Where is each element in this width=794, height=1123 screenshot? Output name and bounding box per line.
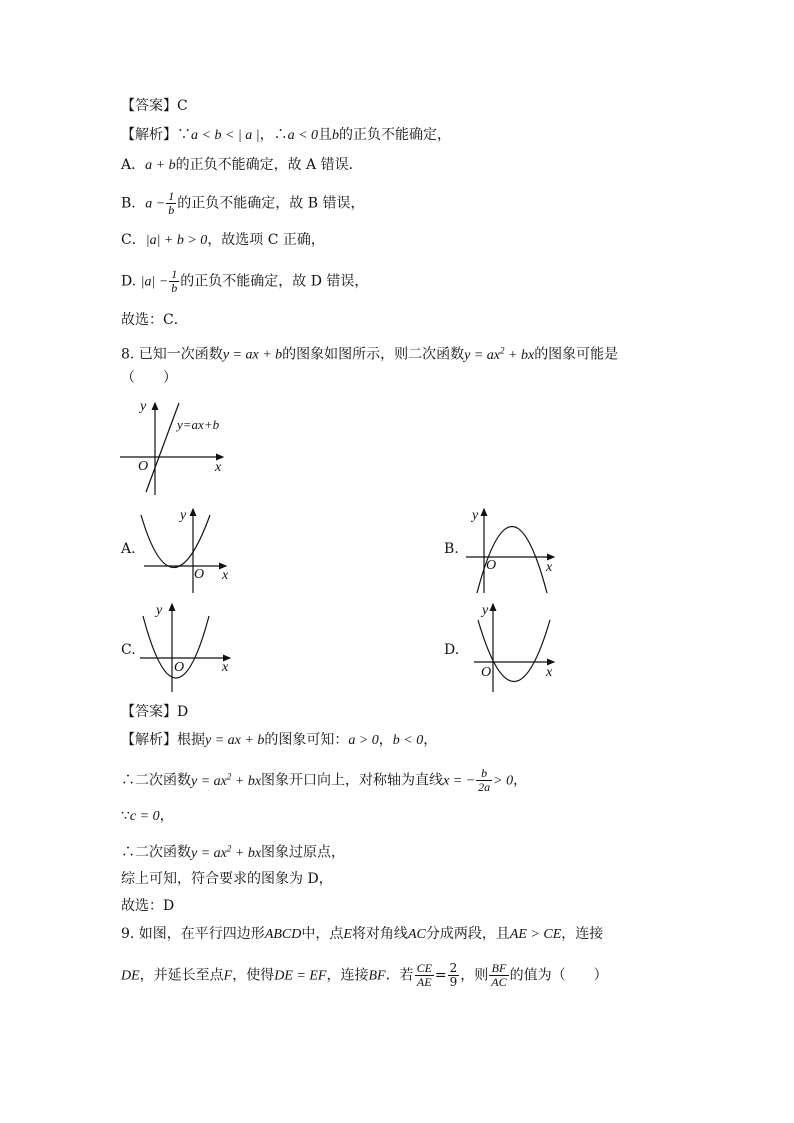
- option-expr: |a| −: [140, 274, 169, 290]
- fraction-numerator: 2: [449, 961, 458, 975]
- fraction-numerator: CE: [416, 961, 432, 975]
- q9-stem-2: [121, 962, 608, 989]
- text: ，: [378, 732, 393, 748]
- fraction-numerator: b: [476, 767, 492, 781]
- segment-bf: BF: [368, 968, 386, 984]
- q8-analysis-2: [121, 766, 527, 794]
- linear-function: y = ax + b: [205, 733, 265, 748]
- text: ，使得: [232, 967, 275, 984]
- text: 的图象可知：: [264, 732, 349, 748]
- text: 根据: [177, 732, 205, 748]
- text: ，连接: [561, 926, 604, 942]
- option-expr: a −: [145, 196, 166, 212]
- segment-ac: AC: [407, 927, 426, 942]
- q7-option-a: [121, 155, 363, 176]
- quad-base: y = ax: [191, 773, 227, 789]
- quad-exponent: 2: [226, 771, 232, 781]
- fraction-numerator: BF: [489, 962, 508, 976]
- q8-stem: [121, 340, 618, 366]
- text: 中，点: [301, 926, 344, 942]
- x-axis-label: x: [546, 665, 553, 680]
- stem-tail: 的图象可能是: [534, 346, 619, 363]
- fraction: [415, 962, 434, 989]
- c-expr: c = 0: [129, 809, 160, 824]
- quad-rest: + bx: [234, 773, 262, 789]
- quadratic-function: [191, 771, 262, 789]
- q8-answer-line: [121, 702, 188, 722]
- analysis-tag: 【解析】: [121, 127, 177, 143]
- equality: DE = EF: [274, 968, 327, 984]
- option-a-label: A.: [121, 541, 136, 557]
- text: ，: [423, 732, 438, 748]
- option-text: 的正负不能确定，故 B 错误，: [177, 195, 365, 212]
- y-axis-label: y: [180, 508, 187, 523]
- answer-value: D: [177, 704, 189, 720]
- option-d-graph: [470, 600, 570, 695]
- because-symbol: ∵: [177, 127, 191, 143]
- equals-sign: =: [434, 967, 447, 984]
- q9-stem-1: [121, 924, 603, 945]
- fraction: [166, 190, 176, 217]
- because-symbol: ∵: [121, 808, 130, 824]
- linear-graph-line: [146, 403, 179, 492]
- and-text: 且: [318, 127, 333, 143]
- fraction-numerator: 1: [168, 189, 175, 203]
- quad-base: y = ax: [464, 347, 501, 363]
- option-label: C．: [121, 232, 146, 248]
- axis-expr: x = −: [443, 773, 476, 789]
- x-axis-label: x: [222, 568, 229, 583]
- quadratic-function: [464, 345, 535, 363]
- q8-analysis-5: 综上可知，符合要求的图象为 D，: [121, 871, 333, 887]
- condition-b: b < 0: [392, 733, 424, 748]
- inequality: > 0: [493, 773, 514, 789]
- q8-conclusion: 故选：D: [121, 898, 175, 914]
- fraction-denominator: AE: [416, 975, 432, 989]
- origin-label: O: [194, 567, 205, 582]
- q7-option-d: [121, 268, 368, 295]
- stem-prefix: 8. 已知一次函数: [121, 346, 223, 363]
- therefore-symbol: ，∴: [259, 127, 288, 143]
- fraction: [169, 268, 179, 295]
- x-axis-label: x: [546, 560, 553, 575]
- text: 的值为（ ）: [509, 967, 608, 984]
- text: ∴二次函数: [121, 772, 191, 789]
- quad-rest: + bx: [234, 845, 262, 861]
- point-f: F: [223, 968, 233, 984]
- answer-tag: 【答案】: [121, 98, 177, 114]
- parabola: [141, 515, 210, 568]
- option-d-label: D.: [444, 642, 460, 658]
- stem-mid: 的图象如图所示，则二次函数: [282, 346, 465, 363]
- origin-label: O: [486, 558, 497, 573]
- condition-a: a > 0: [348, 733, 379, 748]
- text: ，连接: [326, 967, 369, 984]
- condition-expr-2: a < 0: [287, 128, 319, 143]
- q8-analysis-4: [121, 838, 345, 864]
- var-b: b: [332, 128, 340, 143]
- q7-conclusion: 故选：C．: [121, 312, 188, 328]
- analysis-tag: 【解析】: [121, 732, 177, 748]
- option-c-label: C.: [121, 642, 136, 658]
- q8-analysis-1: [121, 730, 437, 751]
- fraction: [476, 767, 492, 794]
- origin-label: O: [481, 665, 492, 680]
- option-text: 的正负不能确定，故 D 错误，: [180, 273, 369, 290]
- text: 9. 如图，在平行四边形: [121, 926, 265, 942]
- option-label: A．: [121, 157, 146, 173]
- line-label: y=ax+b: [177, 417, 220, 432]
- point-e: E: [343, 927, 352, 942]
- option-a-graph: [138, 505, 238, 595]
- q7-option-c: [121, 230, 325, 251]
- linear-function: y = ax + b: [222, 347, 283, 363]
- quad-rest: + bx: [508, 347, 535, 363]
- text: ，: [513, 772, 528, 789]
- origin-label: O: [138, 459, 149, 474]
- quad-base: y = ax: [191, 845, 227, 861]
- text: ，并延长至点: [139, 967, 224, 984]
- text: ，: [159, 808, 174, 824]
- q7-analysis-line: [121, 125, 451, 146]
- q8-blank: （ ）: [121, 370, 177, 386]
- q8-linear-figure: [115, 395, 235, 495]
- y-axis-label: y: [140, 399, 147, 414]
- parallelogram-name: ABCD: [264, 927, 302, 942]
- fraction-denominator: AC: [491, 975, 507, 989]
- option-text: ，故选项 C 正确，: [207, 232, 325, 248]
- condition: AE > CE: [509, 927, 562, 942]
- option-b-label: B.: [444, 541, 459, 557]
- condition-expr: a < b < | a |: [191, 128, 260, 143]
- y-axis-label: y: [482, 603, 489, 618]
- quadratic-function: [191, 843, 262, 861]
- fraction: [489, 962, 508, 989]
- text: 将对角线: [351, 926, 408, 942]
- quad-exponent: 2: [226, 843, 232, 853]
- answer-value: C: [177, 98, 188, 114]
- x-axis-label: x: [222, 660, 229, 675]
- q7-answer-line: [121, 96, 188, 116]
- answer-tag: 【答案】: [121, 704, 177, 720]
- option-label: D.: [121, 273, 137, 290]
- fraction-numerator: 1: [171, 267, 178, 281]
- fraction-denominator: b: [171, 281, 178, 295]
- x-axis-label: x: [215, 460, 222, 475]
- text: ∴二次函数: [121, 844, 191, 861]
- fraction: [448, 962, 460, 989]
- segment-de: DE: [121, 968, 140, 984]
- quad-exponent: 2: [500, 345, 505, 355]
- option-text: 的正负不能确定，故 A 错误．: [175, 157, 363, 173]
- text: ．若: [385, 967, 414, 984]
- option-b-graph: [462, 505, 562, 595]
- option-expr: |a| + b > 0: [145, 233, 208, 248]
- option-c-graph: [138, 600, 238, 695]
- option-label: B．: [121, 195, 146, 212]
- origin-label: O: [174, 660, 185, 675]
- q8-analysis-3: [121, 806, 174, 827]
- q7-option-b: [121, 190, 364, 217]
- text: 图象开口向上，对称轴为直线: [261, 772, 444, 789]
- fraction-denominator: 9: [449, 975, 458, 989]
- fraction-denominator: b: [168, 203, 175, 217]
- text: 分成两段，且: [425, 926, 510, 942]
- text: 图象过原点，: [261, 844, 346, 861]
- text: ，则: [460, 967, 489, 984]
- y-axis-label: y: [156, 603, 163, 618]
- fraction-denominator: 2a: [478, 780, 491, 795]
- option-expr: a + b: [145, 158, 176, 173]
- y-axis-label: y: [472, 508, 479, 523]
- analysis-tail: 的正负不能确定，: [339, 127, 452, 143]
